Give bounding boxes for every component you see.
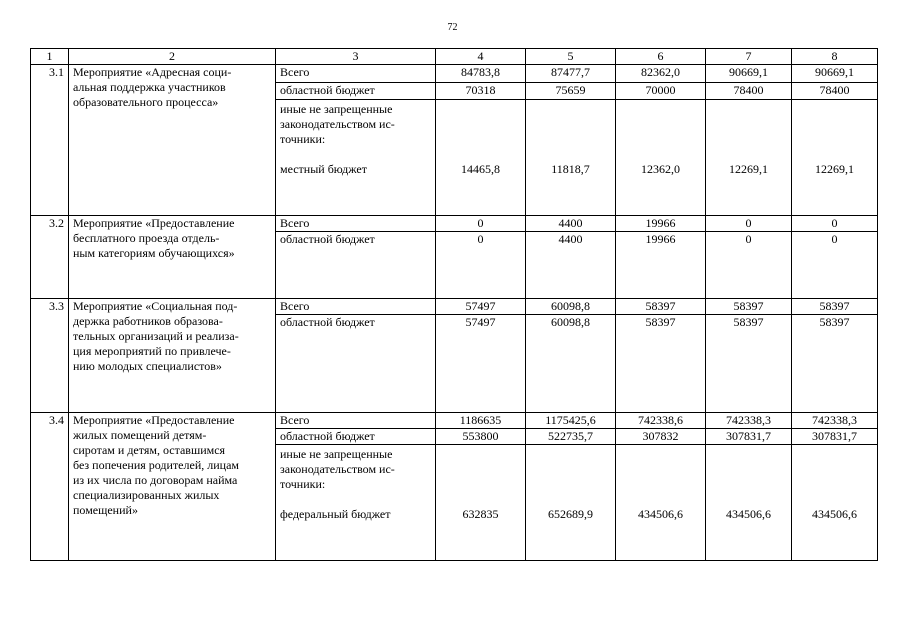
value-cell: 307831,7 <box>792 429 878 445</box>
value-cell: 553800 <box>436 429 526 445</box>
value-cell: 87477,7 <box>526 65 616 83</box>
header-cell: 5 <box>526 49 616 65</box>
table-row <box>31 299 878 315</box>
value-cell: 12269,1 <box>792 100 878 216</box>
value-cell: 70000 <box>616 82 706 100</box>
value-cell: 0 <box>436 216 526 232</box>
row-id: 3.1 <box>31 65 69 216</box>
value-cell: 78400 <box>706 82 792 100</box>
value-cell: 1186635 <box>436 413 526 429</box>
row-id: 3.4 <box>31 413 69 561</box>
funding-label: областной бюджет <box>276 315 436 413</box>
value-cell: 0 <box>706 216 792 232</box>
funding-label: Всего <box>276 413 436 429</box>
header-cell: 7 <box>706 49 792 65</box>
funding-label: иные не запрещенные законодательством ис- точники: федеральный бюджет <box>276 445 436 561</box>
table-row <box>31 216 878 232</box>
value-cell: 14465,8 <box>436 100 526 216</box>
value-cell: 0 <box>706 232 792 299</box>
page-number: 72 <box>447 22 458 33</box>
value-cell: 58397 <box>792 315 878 413</box>
value-cell: 434506,6 <box>706 445 792 561</box>
value-cell: 632835 <box>436 445 526 561</box>
header-row <box>31 49 878 65</box>
value-cell: 307832 <box>616 429 706 445</box>
value-cell: 70318 <box>436 82 526 100</box>
value-cell: 742338,6 <box>616 413 706 429</box>
value-cell: 58397 <box>706 315 792 413</box>
value-cell: 742338,3 <box>792 413 878 429</box>
value-cell: 78400 <box>792 82 878 100</box>
value-cell: 307831,7 <box>706 429 792 445</box>
row-title: Мероприятие «Социальная под- держка работников образова- тельных организаций и реализа- ция мероприятий по привлече- нию молодых специалистов» <box>69 299 276 413</box>
header-cell: 4 <box>436 49 526 65</box>
value-cell: 19966 <box>616 232 706 299</box>
value-cell: 84783,8 <box>436 65 526 83</box>
funding-label: Всего <box>276 65 436 83</box>
table-row <box>31 413 878 429</box>
value-cell: 11818,7 <box>526 100 616 216</box>
value-cell: 58397 <box>792 299 878 315</box>
value-cell: 0 <box>792 216 878 232</box>
value-cell: 60098,8 <box>526 299 616 315</box>
header-cell: 8 <box>792 49 878 65</box>
value-cell: 434506,6 <box>616 445 706 561</box>
funding-label: областной бюджет <box>276 232 436 299</box>
header-cell: 1 <box>31 49 69 65</box>
value-cell: 75659 <box>526 82 616 100</box>
header-cell: 2 <box>69 49 276 65</box>
value-cell: 58397 <box>706 299 792 315</box>
row-title: Мероприятие «Адресная соци- альная поддержка участников образовательного процесса» <box>69 65 276 216</box>
value-cell: 4400 <box>526 232 616 299</box>
value-cell: 57497 <box>436 299 526 315</box>
value-cell: 742338,3 <box>706 413 792 429</box>
value-cell: 19966 <box>616 216 706 232</box>
value-cell: 4400 <box>526 216 616 232</box>
value-cell: 60098,8 <box>526 315 616 413</box>
value-cell: 12362,0 <box>616 100 706 216</box>
value-cell: 82362,0 <box>616 65 706 83</box>
funding-label: Всего <box>276 216 436 232</box>
table-row <box>31 65 878 83</box>
value-cell: 58397 <box>616 315 706 413</box>
value-cell: 1175425,6 <box>526 413 616 429</box>
row-title: Мероприятие «Предоставление бесплатного проезда отдель- ным категориям обучающихся» <box>69 216 276 299</box>
value-cell: 0 <box>436 232 526 299</box>
value-cell: 90669,1 <box>706 65 792 83</box>
row-id: 3.3 <box>31 299 69 413</box>
row-title: Мероприятие «Предоставление жилых помещений детям- сиротам и детям, оставшимся без попечения родителей, лицам из их числа по договорам найма специализированных жилых помещений» <box>69 413 276 561</box>
value-cell: 12269,1 <box>706 100 792 216</box>
value-cell: 90669,1 <box>792 65 878 83</box>
row-id: 3.2 <box>31 216 69 299</box>
value-cell: 434506,6 <box>792 445 878 561</box>
funding-label: Всего <box>276 299 436 315</box>
value-cell: 58397 <box>616 299 706 315</box>
funding-label: областной бюджет <box>276 429 436 445</box>
header-cell: 3 <box>276 49 436 65</box>
header-cell: 6 <box>616 49 706 65</box>
funding-label: областной бюджет <box>276 82 436 100</box>
funding-label: иные не запрещенные законодательством ис- точники: местный бюджет <box>276 100 436 216</box>
value-cell: 652689,9 <box>526 445 616 561</box>
budget-table <box>30 48 878 561</box>
value-cell: 57497 <box>436 315 526 413</box>
value-cell: 522735,7 <box>526 429 616 445</box>
value-cell: 0 <box>792 232 878 299</box>
